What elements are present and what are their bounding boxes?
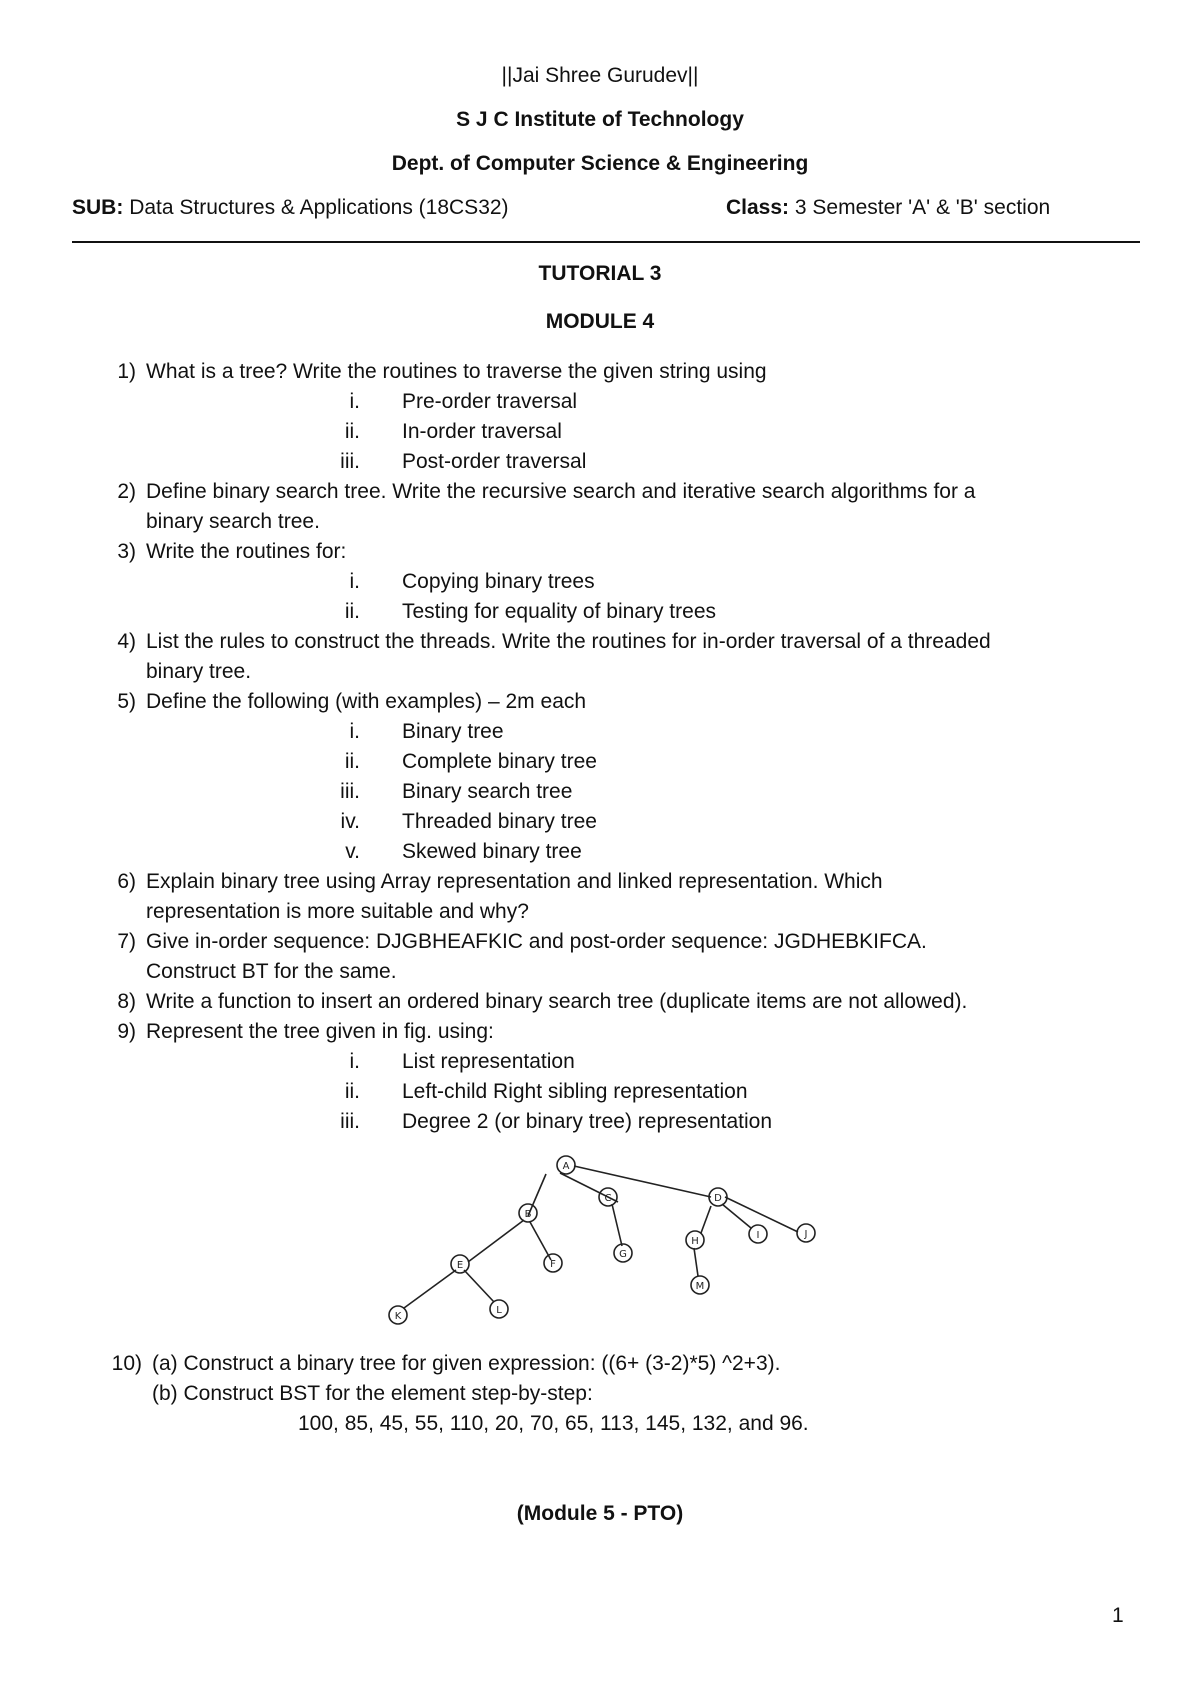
edge-d-h — [701, 1206, 711, 1233]
edge-c-g — [612, 1204, 622, 1246]
question-3-number: 3) — [117, 540, 136, 563]
question-1-item-1: Pre-order traversal — [402, 390, 578, 413]
node-j-label: J — [804, 1229, 808, 1240]
question-6-text-line-2: representation is more suitable and why? — [146, 900, 529, 923]
question-5-item-2: Complete binary tree — [402, 750, 597, 773]
question-3-item-1-number: i. — [349, 570, 360, 593]
question-3-item-1: Copying binary trees — [402, 570, 595, 593]
question-7-text-line-2: Construct BT for the same. — [146, 960, 397, 983]
question-9-number: 9) — [117, 1020, 136, 1043]
question-3-item-2: Testing for equality of binary trees — [402, 600, 716, 623]
node-l-label: L — [496, 1305, 502, 1316]
node-g — [614, 1244, 632, 1262]
edge-e-l — [464, 1270, 494, 1302]
question-7-number: 7) — [117, 930, 136, 953]
node-m-label: M — [695, 1281, 705, 1292]
question-4-number: 4) — [117, 630, 136, 653]
question-5-text: Define the following (with examples) – 2m each — [146, 690, 587, 713]
question-1-number: 1) — [117, 360, 136, 383]
question-10-elements: 100, 85, 45, 55, 110, 20, 70, 65, 113, 145, 132, and 96. — [298, 1412, 809, 1435]
question-2-number: 2) — [117, 480, 136, 503]
question-1-item-3: Post-order traversal — [402, 450, 587, 473]
subject-line — [72, 196, 509, 220]
node-k-label: K — [394, 1311, 402, 1322]
question-9-text: Represent the tree given in fig. using: — [146, 1020, 494, 1043]
question-5-item-2-number: ii. — [344, 750, 360, 773]
subject-value: Data Structures & Applications (18CS32) — [129, 196, 509, 219]
edge-b-f — [530, 1222, 551, 1260]
question-10-number: 10) — [111, 1352, 142, 1375]
question-3-item-2-number: ii. — [344, 600, 360, 623]
node-e — [451, 1255, 469, 1273]
edge-d-j — [725, 1197, 798, 1232]
edge-a-d — [574, 1166, 711, 1197]
question-5-item-1: Binary tree — [402, 720, 504, 743]
question-5-item-4: Threaded binary tree — [402, 810, 597, 833]
node-m — [691, 1276, 709, 1294]
next-module-note: (Module 5 - PTO) — [516, 1502, 684, 1525]
edge-b-e — [468, 1220, 524, 1262]
node-j — [797, 1224, 815, 1242]
department-name: Dept. of Computer Science & Engineering — [391, 152, 809, 175]
page-number: 1 — [1112, 1604, 1124, 1627]
question-1-item-1-number: i. — [349, 390, 360, 413]
header-divider — [72, 241, 1140, 243]
question-5-item-1-number: i. — [349, 720, 360, 743]
tree-figure — [368, 1150, 828, 1335]
question-9-item-3-number: iii. — [340, 1110, 360, 1133]
module-title: MODULE 4 — [545, 310, 655, 333]
question-3-text: Write the routines for: — [146, 540, 347, 563]
tree-diagram — [368, 1150, 828, 1335]
class-line — [726, 196, 1050, 220]
question-1-item-2-number: ii. — [344, 420, 360, 443]
question-5-item-4-number: iv. — [340, 810, 360, 833]
node-g-label: G — [619, 1249, 627, 1260]
tutorial-title: TUTORIAL 3 — [538, 262, 662, 285]
edge-h-m — [694, 1248, 698, 1276]
question-10-part-b: (b) Construct BST for the element step-by-step: — [152, 1382, 593, 1405]
question-5-item-3-number: iii. — [340, 780, 360, 803]
question-1-text: What is a tree? Write the routines to traverse the given string using — [146, 360, 767, 383]
question-2-text-line-2: binary search tree. — [146, 510, 320, 533]
question-9-item-1-number: i. — [349, 1050, 360, 1073]
node-b — [519, 1204, 537, 1222]
node-f — [544, 1254, 562, 1272]
question-8-text: Write a function to insert an ordered binary search tree (duplicate items are not allowed). — [146, 990, 968, 1013]
node-c — [599, 1188, 617, 1206]
question-4-text-line-1: List the rules to construct the threads. Write the routines for in-order traversal of a threaded — [146, 630, 991, 653]
question-2-text-line-1: Define binary search tree. Write the recursive search and iterative search algorithms for a — [146, 480, 976, 503]
edge-e-k — [404, 1270, 456, 1308]
question-9-item-1: List representation — [402, 1050, 575, 1073]
node-b-label: B — [524, 1209, 532, 1220]
question-10-part-a: (a) Construct a binary tree for given expression: ((6+ (3-2)*5) ^2+3). — [152, 1352, 781, 1375]
node-k — [389, 1306, 407, 1324]
question-5-item-5-number: v. — [345, 840, 360, 863]
invocation-line: ||Jai Shree Gurudev|| — [501, 64, 699, 87]
node-h — [686, 1231, 704, 1249]
node-a — [557, 1156, 575, 1174]
question-5-number: 5) — [117, 690, 136, 713]
question-9-item-2: Left-child Right sibling representation — [402, 1080, 748, 1103]
node-d-label: D — [714, 1193, 722, 1204]
node-e-label: E — [456, 1260, 464, 1271]
question-5-item-5: Skewed binary tree — [402, 840, 582, 863]
node-f-label: F — [550, 1259, 556, 1270]
question-4-text-line-2: binary tree. — [146, 660, 252, 683]
question-1-item-3-number: iii. — [340, 450, 360, 473]
node-l — [490, 1300, 508, 1318]
question-1-item-2: In-order traversal — [402, 420, 562, 443]
question-6-number: 6) — [117, 870, 136, 893]
question-8-number: 8) — [117, 990, 136, 1013]
question-6-text-line-1: Explain binary tree using Array representation and linked representation. Which — [146, 870, 883, 893]
node-a-label: A — [562, 1161, 570, 1172]
node-c-label: C — [604, 1193, 612, 1204]
node-d — [709, 1188, 727, 1206]
question-9-item-2-number: ii. — [344, 1080, 360, 1103]
class-value: 3 Semester 'A' & 'B' section — [794, 196, 1051, 219]
node-h-label: H — [691, 1236, 699, 1247]
question-9-item-3: Degree 2 (or binary tree) representation — [402, 1110, 773, 1133]
class-label: Class: — [726, 196, 790, 219]
node-i-label: I — [756, 1230, 760, 1241]
node-i — [749, 1225, 767, 1243]
institute-name: S J C Institute of Technology — [456, 108, 744, 131]
subject-label: SUB: — [72, 196, 124, 219]
question-5-item-3: Binary search tree — [402, 780, 573, 803]
question-7-text-line-1: Give in-order sequence: DJGBHEAFKIC and post-order sequence: JGDHEBKIFCA. — [146, 930, 927, 953]
